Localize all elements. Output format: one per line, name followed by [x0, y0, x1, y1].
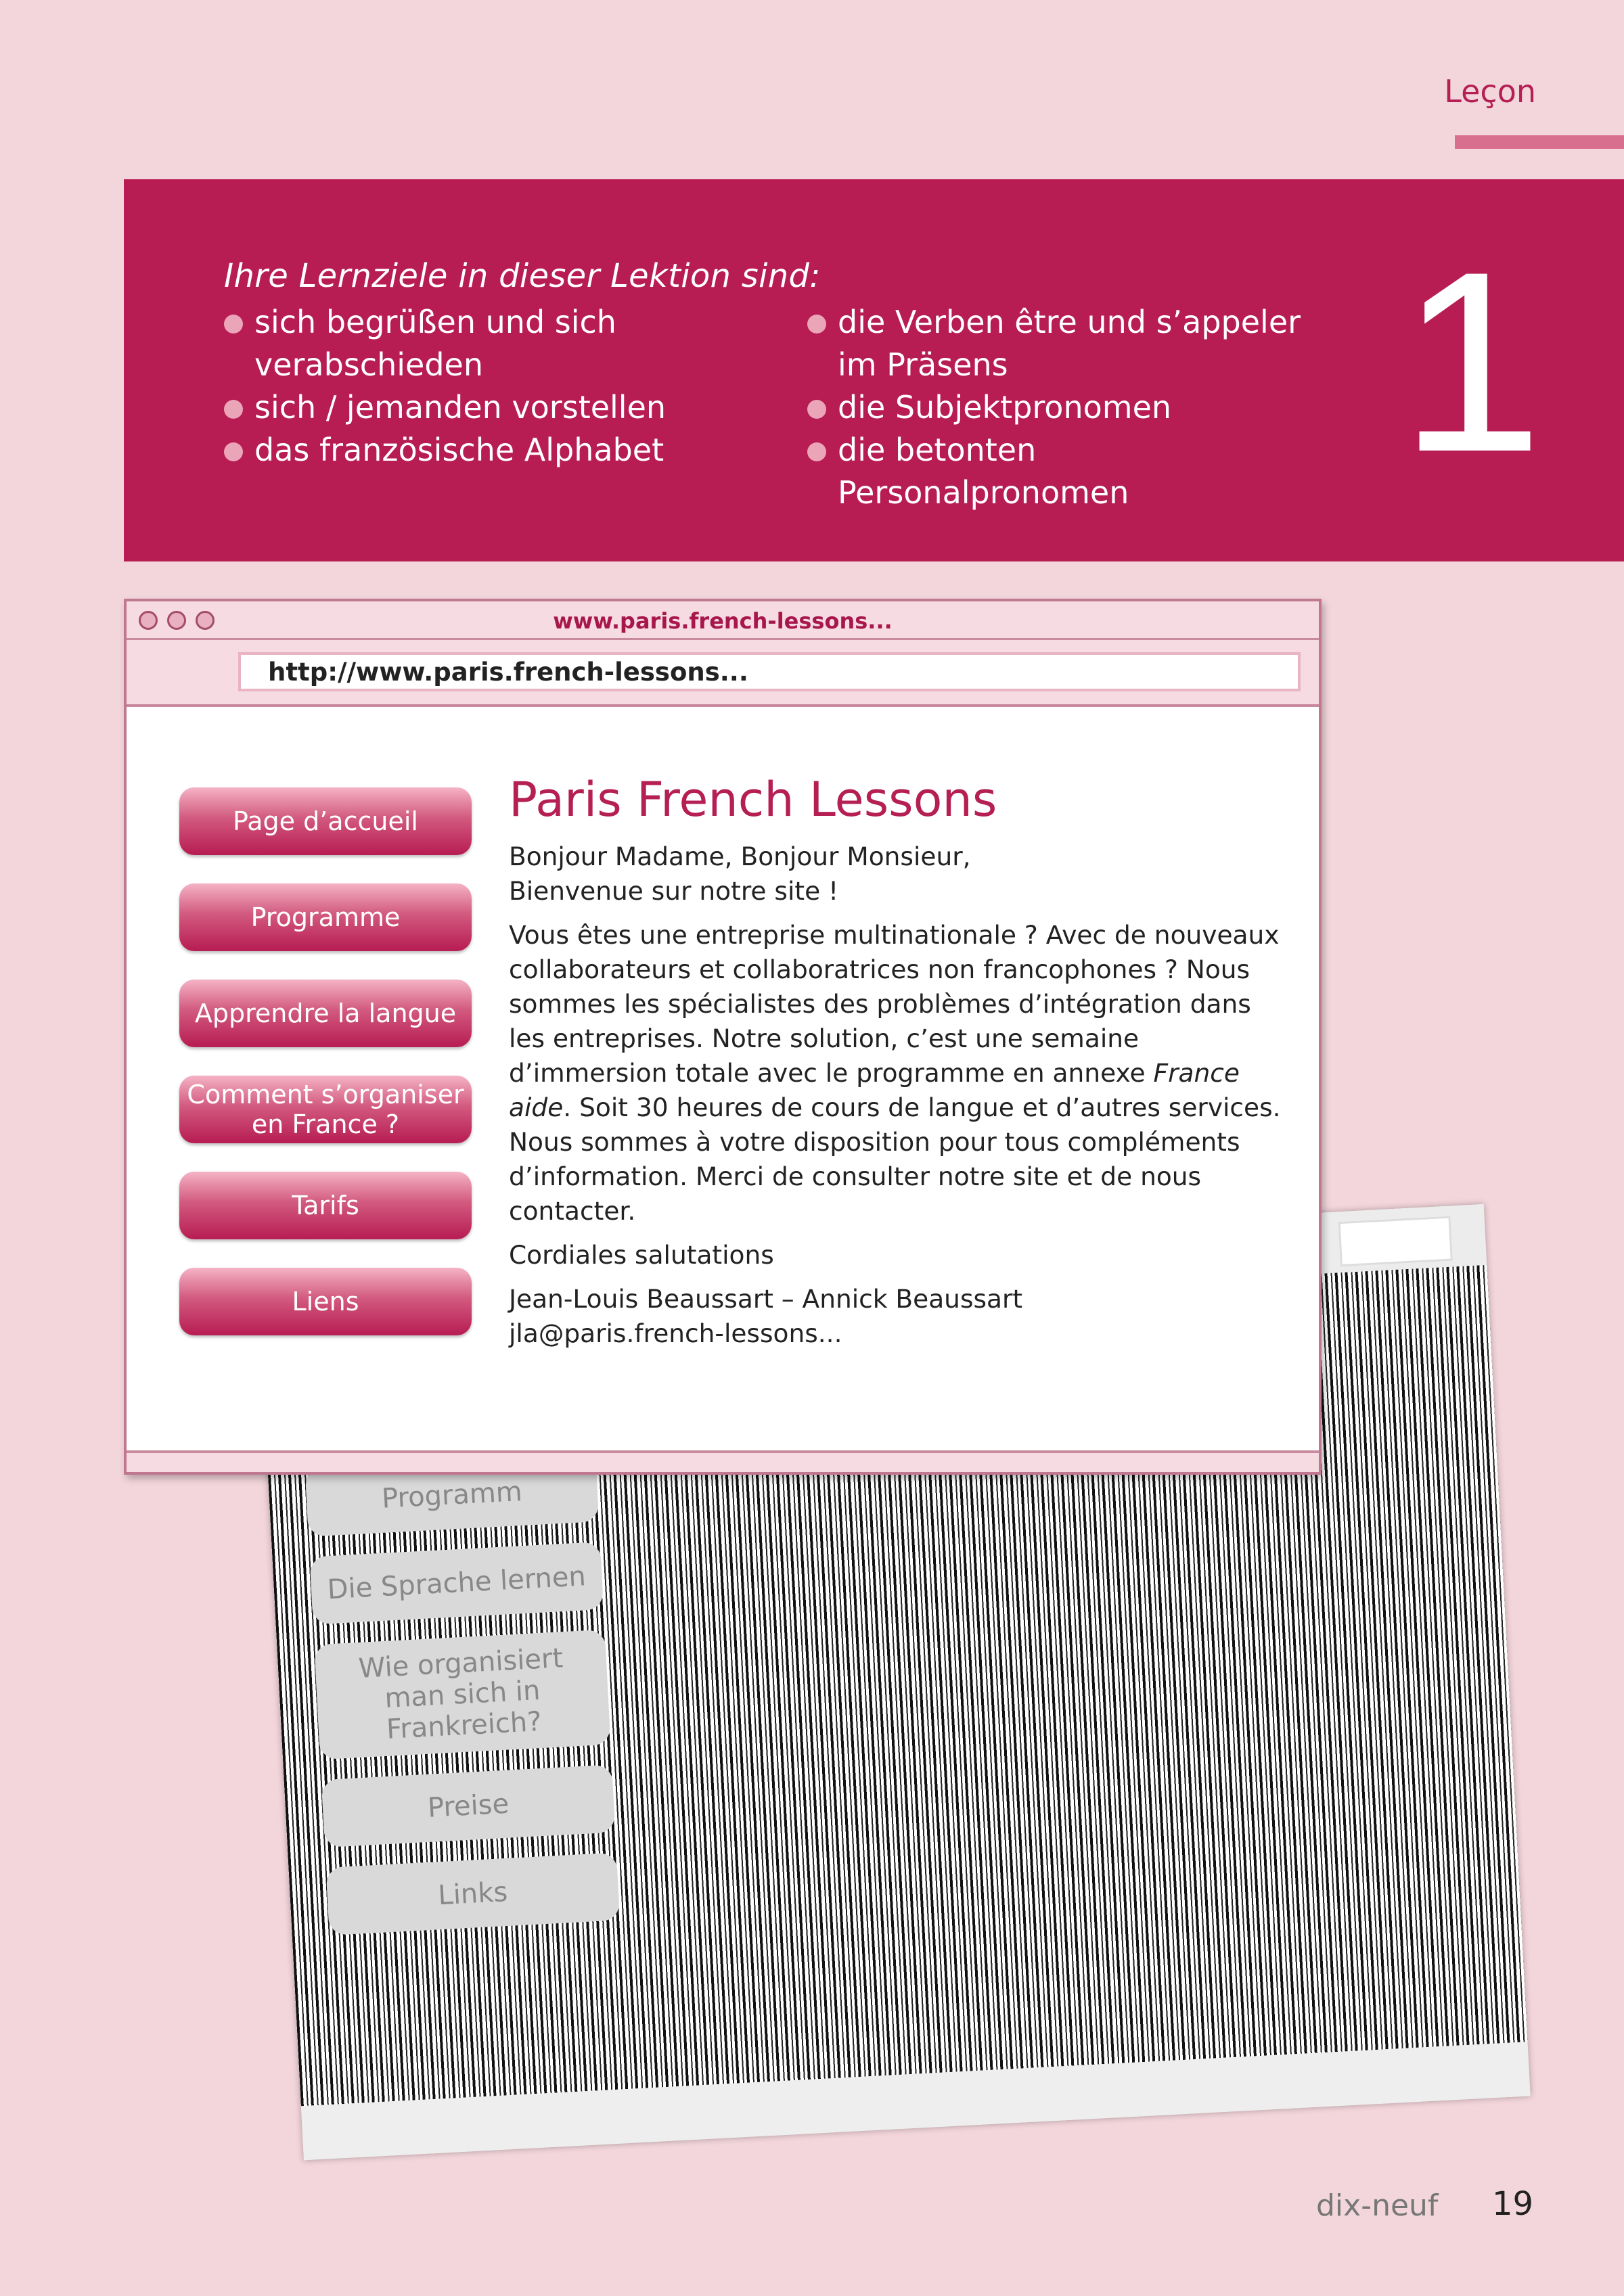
back-nav-organisieren: Wie organisiert man sich in Frankreich?: [314, 1630, 610, 1760]
back-address-field: [1338, 1216, 1453, 1267]
back-nav-links: Links: [326, 1852, 621, 1935]
page-number-word: dix-neuf: [1316, 2188, 1439, 2223]
greeting-line-2: Bienvenue sur notre site !: [509, 876, 839, 906]
closing: Cordiales salutations: [509, 1240, 774, 1270]
back-nav-sprache: Die Sprache lernen: [309, 1542, 604, 1624]
section-label: Leçon: [1444, 73, 1536, 110]
nav-page-accueil[interactable]: Page d’accueil: [179, 787, 472, 855]
page-number: 19: [1492, 2185, 1534, 2223]
address-input[interactable]: http://www.paris.french-lessons...: [238, 652, 1301, 691]
body-text-2: . Soit 30 heures de cours de langue et d’autres services. Nous sommes à votre disposition pour tous compléments d’information. Merci de consulter notre site et de nous contacter.: [509, 1093, 1281, 1226]
section-label-underline: [1455, 135, 1624, 149]
contact-email[interactable]: jla@paris.french-lessons...: [509, 1318, 842, 1348]
signature-names: Jean-Louis Beaussart – Annick Beaussart: [509, 1284, 1023, 1314]
goal-item: sich begrüßen und sich verabschieden: [224, 301, 738, 386]
page-title: Paris French Lessons: [509, 772, 997, 827]
browser-window: [124, 599, 1322, 1475]
back-nav-programm: Programm: [305, 1454, 600, 1536]
goal-item: die Verben être und s’appeler im Präsens: [807, 301, 1335, 386]
greeting-line-1: Bonjour Madame, Bonjour Monsieur,: [509, 842, 971, 871]
learning-goals-banner: [124, 179, 1624, 561]
body-text: [509, 918, 1294, 1229]
nav-apprendre-langue[interactable]: Apprendre la langue: [179, 980, 472, 1047]
nav-comment-organiser[interactable]: Comment s’organiser en France ?: [179, 1076, 472, 1143]
goals-intro: Ihre Lernziele in dieser Lektion sind:: [224, 257, 821, 295]
body-text-italic: France aide: [509, 1058, 1240, 1122]
goals-list-right: [807, 301, 1335, 514]
window-title: www.paris.french-lessons...: [553, 608, 893, 634]
address-bar: [127, 640, 1319, 707]
signature: [509, 1282, 1294, 1351]
page-content: [509, 772, 1294, 1360]
goal-item: die Subjektpronomen: [807, 386, 1335, 429]
goal-item: sich / jemanden vorstellen: [224, 386, 738, 429]
nav-liens[interactable]: Liens: [179, 1268, 472, 1335]
goal-item: die betonten Personalpronomen: [807, 429, 1335, 514]
nav-tarifs[interactable]: Tarifs: [179, 1172, 472, 1239]
goals-list-left: [224, 301, 738, 472]
site-nav: [179, 787, 472, 1364]
body-text-1: Vous êtes une entreprise multinationale ? Avec de nouveaux collaborateurs et collaboratrices non francophones ? Nous sommes les spécialistes des problèmes d’intégration dans les entreprises. Notre solution, c’est une semaine d’immersion totale avec le programme en annexe: [509, 920, 1280, 1088]
chapter-number: 1: [1399, 218, 1543, 505]
back-nav-preise: Preise: [321, 1765, 616, 1847]
window-titlebar: [127, 601, 1319, 640]
window-footer: [127, 1450, 1319, 1472]
goal-item: das französische Alphabet: [224, 429, 738, 472]
greeting: [509, 840, 1294, 909]
nav-programme[interactable]: Programme: [179, 883, 472, 951]
